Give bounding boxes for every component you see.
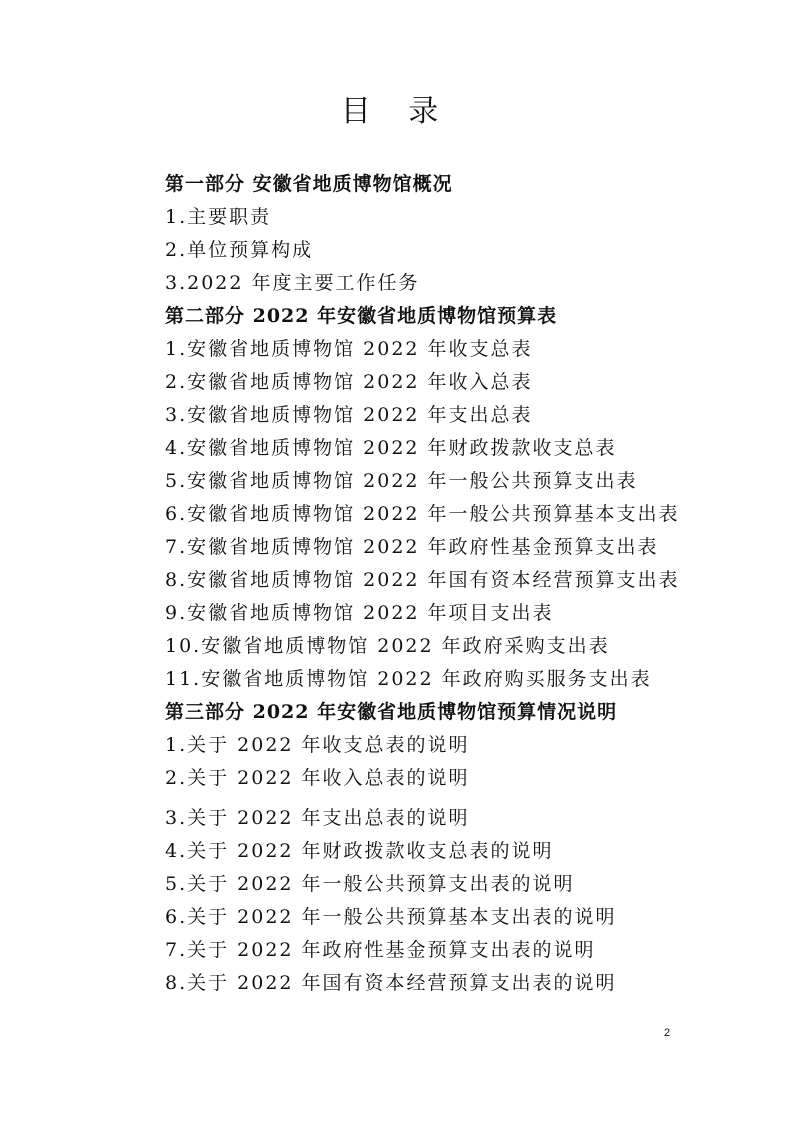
toc-item-2-10: 10.安徽省地质博物馆 2022 年政府采购支出表 [165, 635, 610, 657]
toc-item-3-6: 6.关于 2022 年一般公共预算基本支出表的说明 [165, 906, 617, 928]
page-number: 2 [664, 1027, 671, 1039]
toc-item-3-1: 1.关于 2022 年收支总表的说明 [165, 734, 470, 756]
toc-item-1-2: 2.单位预算构成 [165, 239, 314, 261]
toc-item-3-3: 3.关于 2022 年支出总表的说明 [165, 807, 470, 829]
toc-item-2-4: 4.安徽省地质博物馆 2022 年财政拨款收支总表 [165, 437, 617, 459]
toc-item-1-1: 1.主要职责 [165, 206, 272, 228]
toc-item-2-6: 6.安徽省地质博物馆 2022 年一般公共预算基本支出表 [165, 503, 680, 525]
page-title: 目 录 [340, 94, 453, 129]
toc-item-2-9: 9.安徽省地质博物馆 2022 年项目支出表 [165, 602, 554, 624]
toc-item-2-2: 2.安徽省地质博物馆 2022 年收入总表 [165, 371, 533, 393]
toc-item-3-8: 8.关于 2022 年国有资本经营预算支出表的说明 [165, 972, 617, 994]
toc-item-3-5: 5.关于 2022 年一般公共预算支出表的说明 [165, 873, 575, 895]
toc-item-3-4: 4.关于 2022 年财政拨款收支总表的说明 [165, 840, 554, 862]
toc-item-2-3: 3.安徽省地质博物馆 2022 年支出总表 [165, 404, 533, 426]
toc-item-2-11: 11.安徽省地质博物馆 2022 年政府购买服务支出表 [165, 668, 652, 690]
part-2-heading: 第二部分 2022 年安徽省地质博物馆预算表 [165, 305, 558, 327]
part-3-heading: 第三部分 2022 年安徽省地质博物馆预算情况说明 [165, 701, 618, 723]
toc-item-3-7: 7.关于 2022 年政府性基金预算支出表的说明 [165, 939, 596, 961]
toc-item-2-8: 8.安徽省地质博物馆 2022 年国有资本经营预算支出表 [165, 569, 680, 591]
toc-item-1-3: 3.2022 年度主要工作任务 [165, 272, 420, 294]
toc-item-2-1: 1.安徽省地质博物馆 2022 年收支总表 [165, 338, 533, 360]
table-of-contents [165, 168, 725, 1000]
part-1-heading: 第一部分 安徽省地质博物馆概况 [165, 173, 453, 195]
toc-item-2-5: 5.安徽省地质博物馆 2022 年一般公共预算支出表 [165, 470, 638, 492]
toc-item-3-2: 2.关于 2022 年收入总表的说明 [165, 767, 470, 789]
toc-item-2-7: 7.安徽省地质博物馆 2022 年政府性基金预算支出表 [165, 536, 659, 558]
